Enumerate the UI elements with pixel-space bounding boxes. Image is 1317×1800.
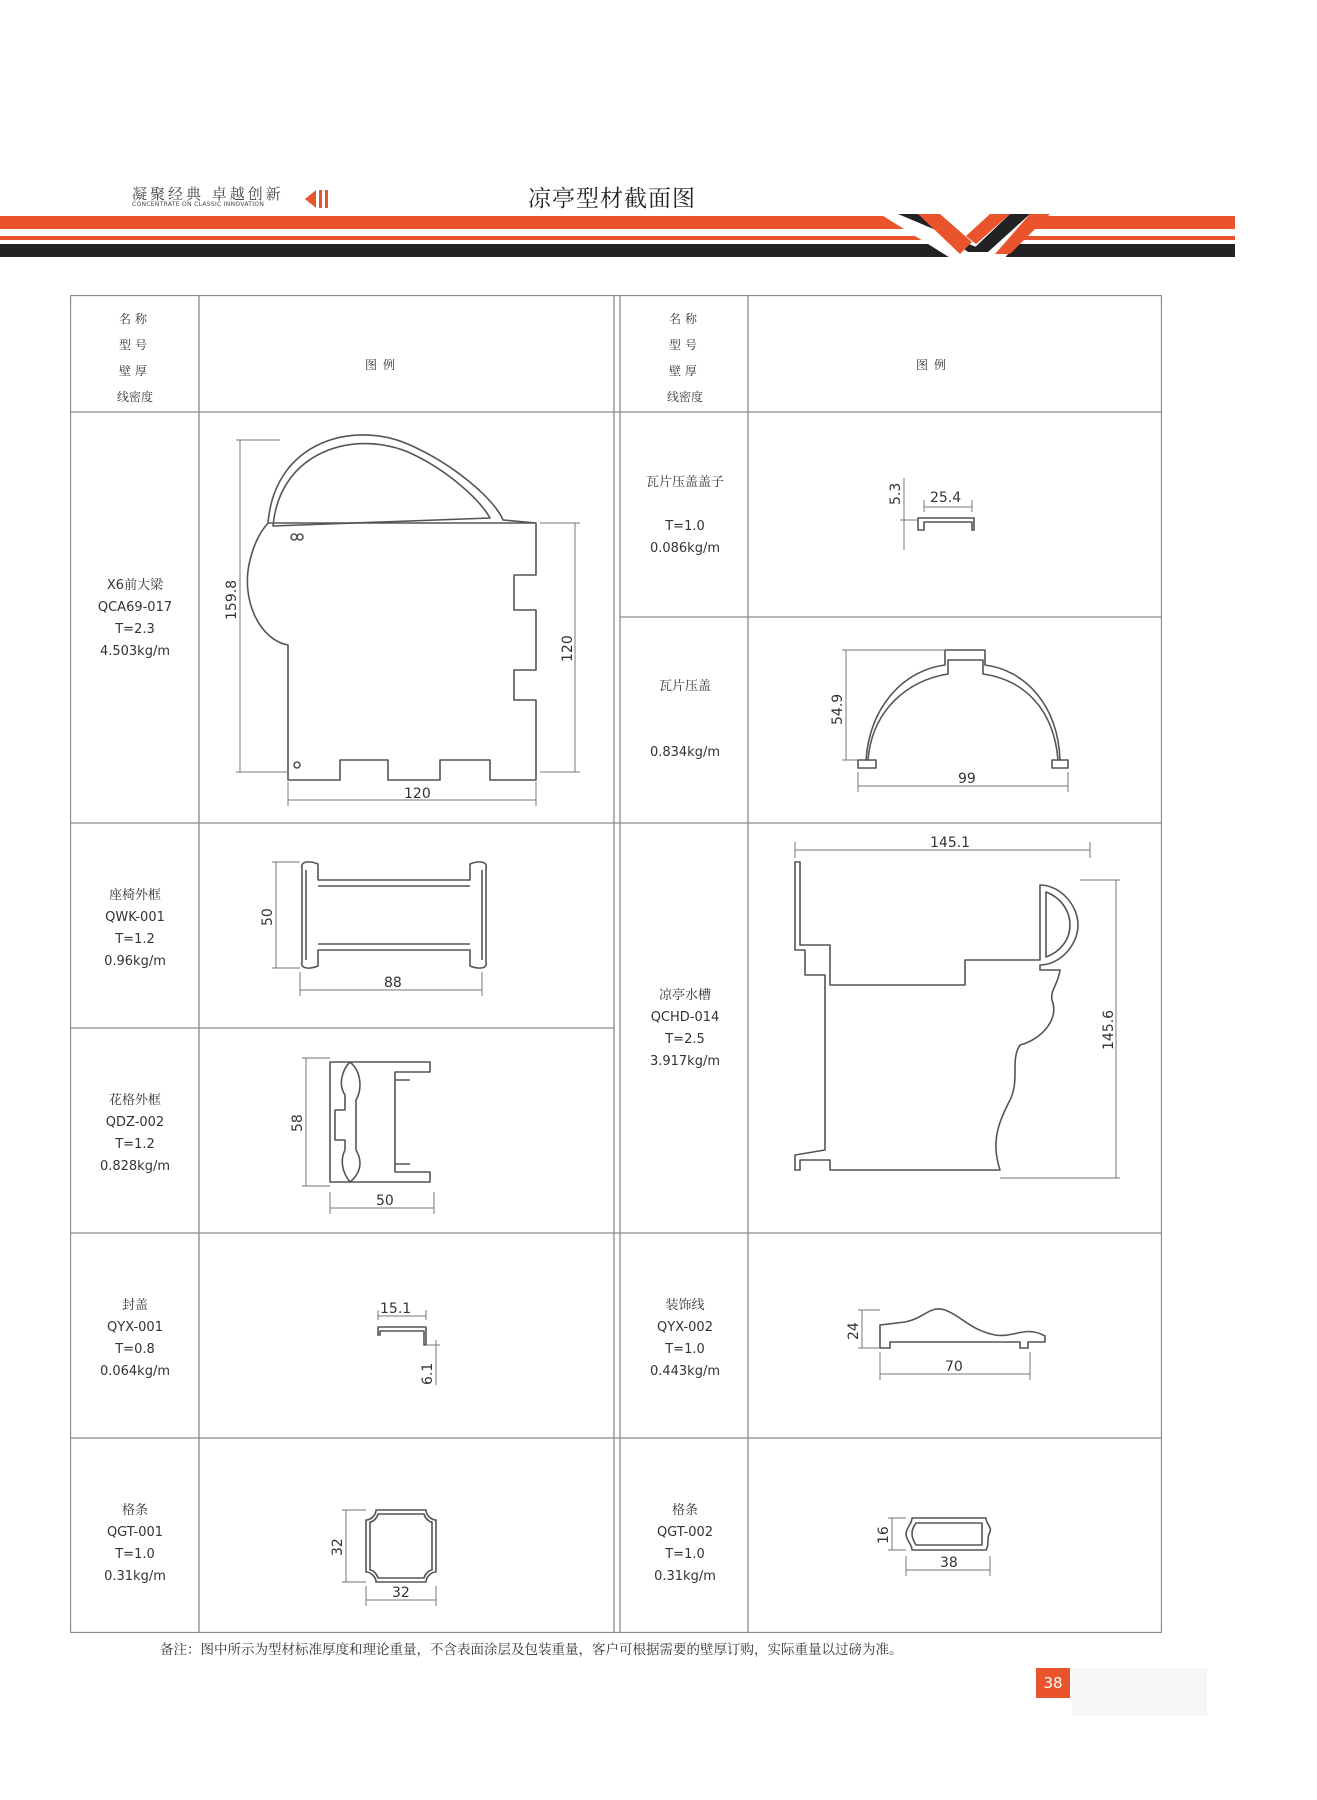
drawing-x6 [236, 435, 580, 806]
page-title: 凉亭型材截面图 [528, 186, 696, 212]
product-thickness: T=0.8 [115, 1342, 155, 1357]
header-label: 壁厚 [118, 364, 151, 378]
dim-x6-height: 159.8 [224, 579, 240, 620]
product-thickness: T=1.0 [665, 1547, 705, 1562]
legend-header-left: 图例 [365, 358, 402, 372]
product-thickness: T=2.3 [115, 622, 155, 637]
product-name: 凉亭水槽 [658, 988, 711, 1003]
dim-gaizi-height: 5.3 [888, 482, 904, 505]
product-name: 格条 [671, 1503, 698, 1518]
product-model: QYX-001 [107, 1320, 163, 1335]
product-name: 装饰线 [665, 1298, 705, 1313]
dim-huage-width: 50 [376, 1193, 394, 1209]
product-name: 瓦片压盖盖子 [645, 475, 724, 490]
legend-header-right: 图例 [916, 358, 953, 372]
product-thickness: T=1.2 [115, 1137, 155, 1152]
header-label: 名称 [118, 312, 151, 326]
product-name: 花格外框 [108, 1093, 161, 1108]
product-density: 0.31kg/m [104, 1569, 166, 1584]
product-thickness: T=2.5 [665, 1032, 705, 1047]
product-model: QGT-001 [106, 1525, 164, 1540]
product-model: QGT-002 [656, 1525, 714, 1540]
product-density: 0.064kg/m [99, 1364, 171, 1379]
product-name: 封盖 [121, 1298, 148, 1313]
drawing-wapian [842, 650, 1068, 792]
product-density: 0.31kg/m [654, 1569, 716, 1584]
product-density: 3.917kg/m [649, 1054, 721, 1069]
product-model: QCA69-017 [97, 600, 173, 615]
product-thickness: T=1.0 [115, 1547, 155, 1562]
slogan-english: CONCENTRATE ON CLASSIC INNOVATION [132, 201, 265, 208]
footnote: 备注：图中所示为型材标准厚度和理论重量，不含表面涂层及包装重量，客户可根据需要的壁厚订购，实际重量以过磅为准。 [160, 1642, 903, 1658]
product-density: 0.96kg/m [104, 954, 166, 969]
dim-shuicao-height: 145.6 [1101, 1009, 1117, 1050]
header-label: 型号 [668, 338, 701, 352]
header-label: 型号 [118, 338, 151, 352]
dim-fenggai-width: 15.1 [380, 1301, 412, 1317]
product-name: 座椅外框 [108, 888, 161, 903]
dim-fenggai-height: 6.1 [420, 1362, 436, 1385]
drawing-shuicao [795, 842, 1120, 1178]
page-number: 38 [1036, 1668, 1070, 1698]
product-thickness: T=1.0 [665, 1342, 705, 1357]
product-density: 0.086kg/m [649, 541, 721, 556]
product-density: 0.834kg/m [649, 745, 721, 760]
product-thickness: T=1.0 [665, 519, 705, 534]
page-number-shadow [1072, 1668, 1207, 1716]
dim-getiao2-width: 38 [940, 1555, 958, 1571]
dim-wapian-width: 99 [958, 771, 976, 787]
product-model: QYX-002 [657, 1320, 713, 1335]
dim-zuoyi-height: 50 [260, 908, 276, 926]
drawing-huage [302, 1058, 434, 1214]
drawing-getiao1 [342, 1510, 436, 1606]
header-label: 线密度 [116, 390, 153, 404]
product-density: 4.503kg/m [99, 644, 171, 659]
dim-huage-height: 58 [290, 1114, 306, 1132]
product-name: 格条 [121, 1503, 148, 1518]
slogan: 凝聚经典 卓越创新 [132, 185, 284, 203]
dim-zhuangshi-height: 24 [846, 1322, 862, 1340]
header-label: 名称 [668, 312, 701, 326]
dim-x6-width: 120 [404, 786, 431, 802]
dim-gaizi-width: 25.4 [930, 490, 962, 506]
product-model: QWK-001 [105, 910, 165, 925]
drawing-wapian-gaizi [900, 478, 974, 550]
dim-zhuangshi-width: 70 [945, 1359, 963, 1375]
product-name: X6前大梁 [106, 578, 164, 593]
header-label: 壁厚 [668, 364, 701, 378]
dim-getiao2-height: 16 [876, 1526, 892, 1544]
dim-getiao1-height: 32 [330, 1538, 346, 1556]
dim-zuoyi-width: 88 [384, 975, 402, 991]
drawing-zuoyi [272, 862, 486, 996]
header-label: 线密度 [666, 390, 703, 404]
product-thickness: T=1.2 [115, 932, 155, 947]
product-model: QCHD-014 [650, 1010, 720, 1025]
product-density: 0.828kg/m [99, 1159, 171, 1174]
product-model: QDZ-002 [105, 1115, 165, 1130]
dim-shuicao-width: 145.1 [930, 835, 971, 851]
product-name: 瓦片压盖 [658, 679, 711, 694]
dim-x6-inner-height: 120 [560, 635, 576, 662]
dim-getiao1-width: 32 [392, 1585, 410, 1601]
dim-wapian-height: 54.9 [830, 693, 846, 725]
product-density: 0.443kg/m [649, 1364, 721, 1379]
